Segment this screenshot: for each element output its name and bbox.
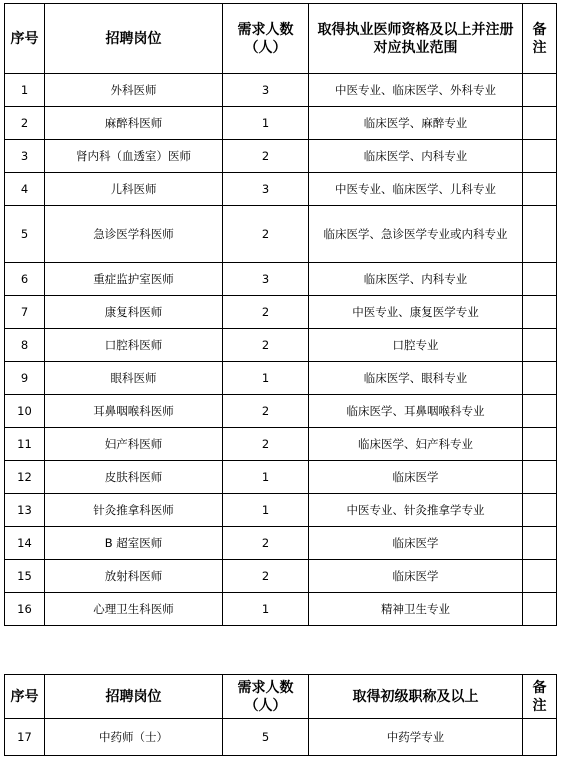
cell-qualification: 临床医学、麻醉专业	[309, 107, 523, 140]
cell-serial-number: 10	[5, 395, 45, 428]
table-header-row	[5, 4, 557, 74]
table-row	[5, 461, 557, 494]
cell-headcount: 1	[223, 107, 309, 140]
cell-serial-number: 14	[5, 527, 45, 560]
cell-headcount: 3	[223, 74, 309, 107]
cell-qualification: 临床医学、耳鼻咽喉科专业	[309, 395, 523, 428]
cell-headcount: 2	[223, 560, 309, 593]
cell-remarks	[523, 428, 557, 461]
table-header-row	[5, 675, 557, 719]
cell-qualification: 中医专业、康复医学专业	[309, 296, 523, 329]
header-position: 招聘岗位	[45, 675, 223, 719]
cell-position: 针灸推拿科医师	[45, 494, 223, 527]
header-remarks: 备注	[523, 675, 557, 719]
cell-serial-number: 2	[5, 107, 45, 140]
table-row	[5, 560, 557, 593]
cell-headcount: 1	[223, 593, 309, 626]
table-row	[5, 74, 557, 107]
table-row	[5, 494, 557, 527]
table-row	[5, 362, 557, 395]
cell-headcount: 3	[223, 173, 309, 206]
cell-remarks	[523, 461, 557, 494]
cell-headcount: 5	[223, 719, 309, 756]
cell-serial-number: 15	[5, 560, 45, 593]
cell-remarks	[523, 74, 557, 107]
cell-serial-number: 17	[5, 719, 45, 756]
cell-serial-number: 1	[5, 74, 45, 107]
cell-qualification: 临床医学、眼科专业	[309, 362, 523, 395]
header-serial-number: 序号	[5, 675, 45, 719]
cell-remarks	[523, 263, 557, 296]
cell-qualification: 临床医学	[309, 461, 523, 494]
cell-position: 肾内科（血透室）医师	[45, 140, 223, 173]
recruitment-table-physicians	[4, 3, 557, 626]
cell-position: 放射科医师	[45, 560, 223, 593]
cell-position: 耳鼻咽喉科医师	[45, 395, 223, 428]
cell-position: 麻醉科医师	[45, 107, 223, 140]
cell-serial-number: 3	[5, 140, 45, 173]
cell-qualification: 中药学专业	[309, 719, 523, 756]
cell-serial-number: 4	[5, 173, 45, 206]
table-row	[5, 593, 557, 626]
cell-headcount: 1	[223, 461, 309, 494]
recruitment-table-pharmacists	[4, 674, 557, 756]
cell-remarks	[523, 362, 557, 395]
cell-serial-number: 13	[5, 494, 45, 527]
table-row	[5, 107, 557, 140]
cell-remarks	[523, 719, 557, 756]
cell-qualification: 临床医学、内科专业	[309, 263, 523, 296]
cell-remarks	[523, 560, 557, 593]
cell-remarks	[523, 296, 557, 329]
cell-headcount: 2	[223, 140, 309, 173]
cell-remarks	[523, 329, 557, 362]
cell-serial-number: 16	[5, 593, 45, 626]
cell-position: 眼科医师	[45, 362, 223, 395]
cell-qualification: 临床医学、妇产科专业	[309, 428, 523, 461]
cell-qualification: 中医专业、针灸推拿学专业	[309, 494, 523, 527]
cell-headcount: 1	[223, 362, 309, 395]
cell-qualification: 临床医学、内科专业	[309, 140, 523, 173]
cell-headcount: 3	[223, 263, 309, 296]
cell-serial-number: 5	[5, 206, 45, 263]
cell-serial-number: 11	[5, 428, 45, 461]
cell-headcount: 2	[223, 395, 309, 428]
table-row	[5, 206, 557, 263]
header-qualification: 取得初级职称及以上	[309, 675, 523, 719]
cell-qualification: 临床医学、急诊医学专业或内科专业	[309, 206, 523, 263]
cell-remarks	[523, 206, 557, 263]
cell-position: 妇产科医师	[45, 428, 223, 461]
header-serial-number: 序号	[5, 4, 45, 74]
cell-position: 急诊医学科医师	[45, 206, 223, 263]
table-row	[5, 395, 557, 428]
header-remarks: 备注	[523, 4, 557, 74]
cell-headcount: 2	[223, 527, 309, 560]
cell-position: 心理卫生科医师	[45, 593, 223, 626]
cell-headcount: 1	[223, 494, 309, 527]
table-row	[5, 173, 557, 206]
cell-qualification: 中医专业、临床医学、外科专业	[309, 74, 523, 107]
cell-qualification: 中医专业、临床医学、儿科专业	[309, 173, 523, 206]
cell-serial-number: 8	[5, 329, 45, 362]
cell-position: 康复科医师	[45, 296, 223, 329]
cell-position: B 超室医师	[45, 527, 223, 560]
cell-remarks	[523, 173, 557, 206]
cell-qualification: 精神卫生专业	[309, 593, 523, 626]
header-headcount: 需求人数（人）	[223, 4, 309, 74]
cell-headcount: 2	[223, 206, 309, 263]
cell-position: 皮肤科医师	[45, 461, 223, 494]
cell-serial-number: 7	[5, 296, 45, 329]
cell-headcount: 2	[223, 296, 309, 329]
cell-serial-number: 12	[5, 461, 45, 494]
table-row	[5, 428, 557, 461]
cell-serial-number: 9	[5, 362, 45, 395]
cell-position: 中药师（士）	[45, 719, 223, 756]
header-position: 招聘岗位	[45, 4, 223, 74]
table-row	[5, 263, 557, 296]
cell-qualification: 临床医学	[309, 527, 523, 560]
cell-remarks	[523, 494, 557, 527]
table-row	[5, 296, 557, 329]
cell-qualification: 临床医学	[309, 560, 523, 593]
cell-qualification: 口腔专业	[309, 329, 523, 362]
cell-remarks	[523, 107, 557, 140]
cell-position: 儿科医师	[45, 173, 223, 206]
table-row	[5, 527, 557, 560]
table-row	[5, 719, 557, 756]
cell-headcount: 2	[223, 428, 309, 461]
cell-remarks	[523, 395, 557, 428]
table-row	[5, 140, 557, 173]
cell-remarks	[523, 527, 557, 560]
header-headcount: 需求人数（人）	[223, 675, 309, 719]
header-qualification: 取得执业医师资格及以上并注册对应执业范围	[309, 4, 523, 74]
cell-position: 重症监护室医师	[45, 263, 223, 296]
cell-remarks	[523, 593, 557, 626]
cell-position: 外科医师	[45, 74, 223, 107]
cell-position: 口腔科医师	[45, 329, 223, 362]
cell-remarks	[523, 140, 557, 173]
cell-headcount: 2	[223, 329, 309, 362]
table-row	[5, 329, 557, 362]
cell-serial-number: 6	[5, 263, 45, 296]
